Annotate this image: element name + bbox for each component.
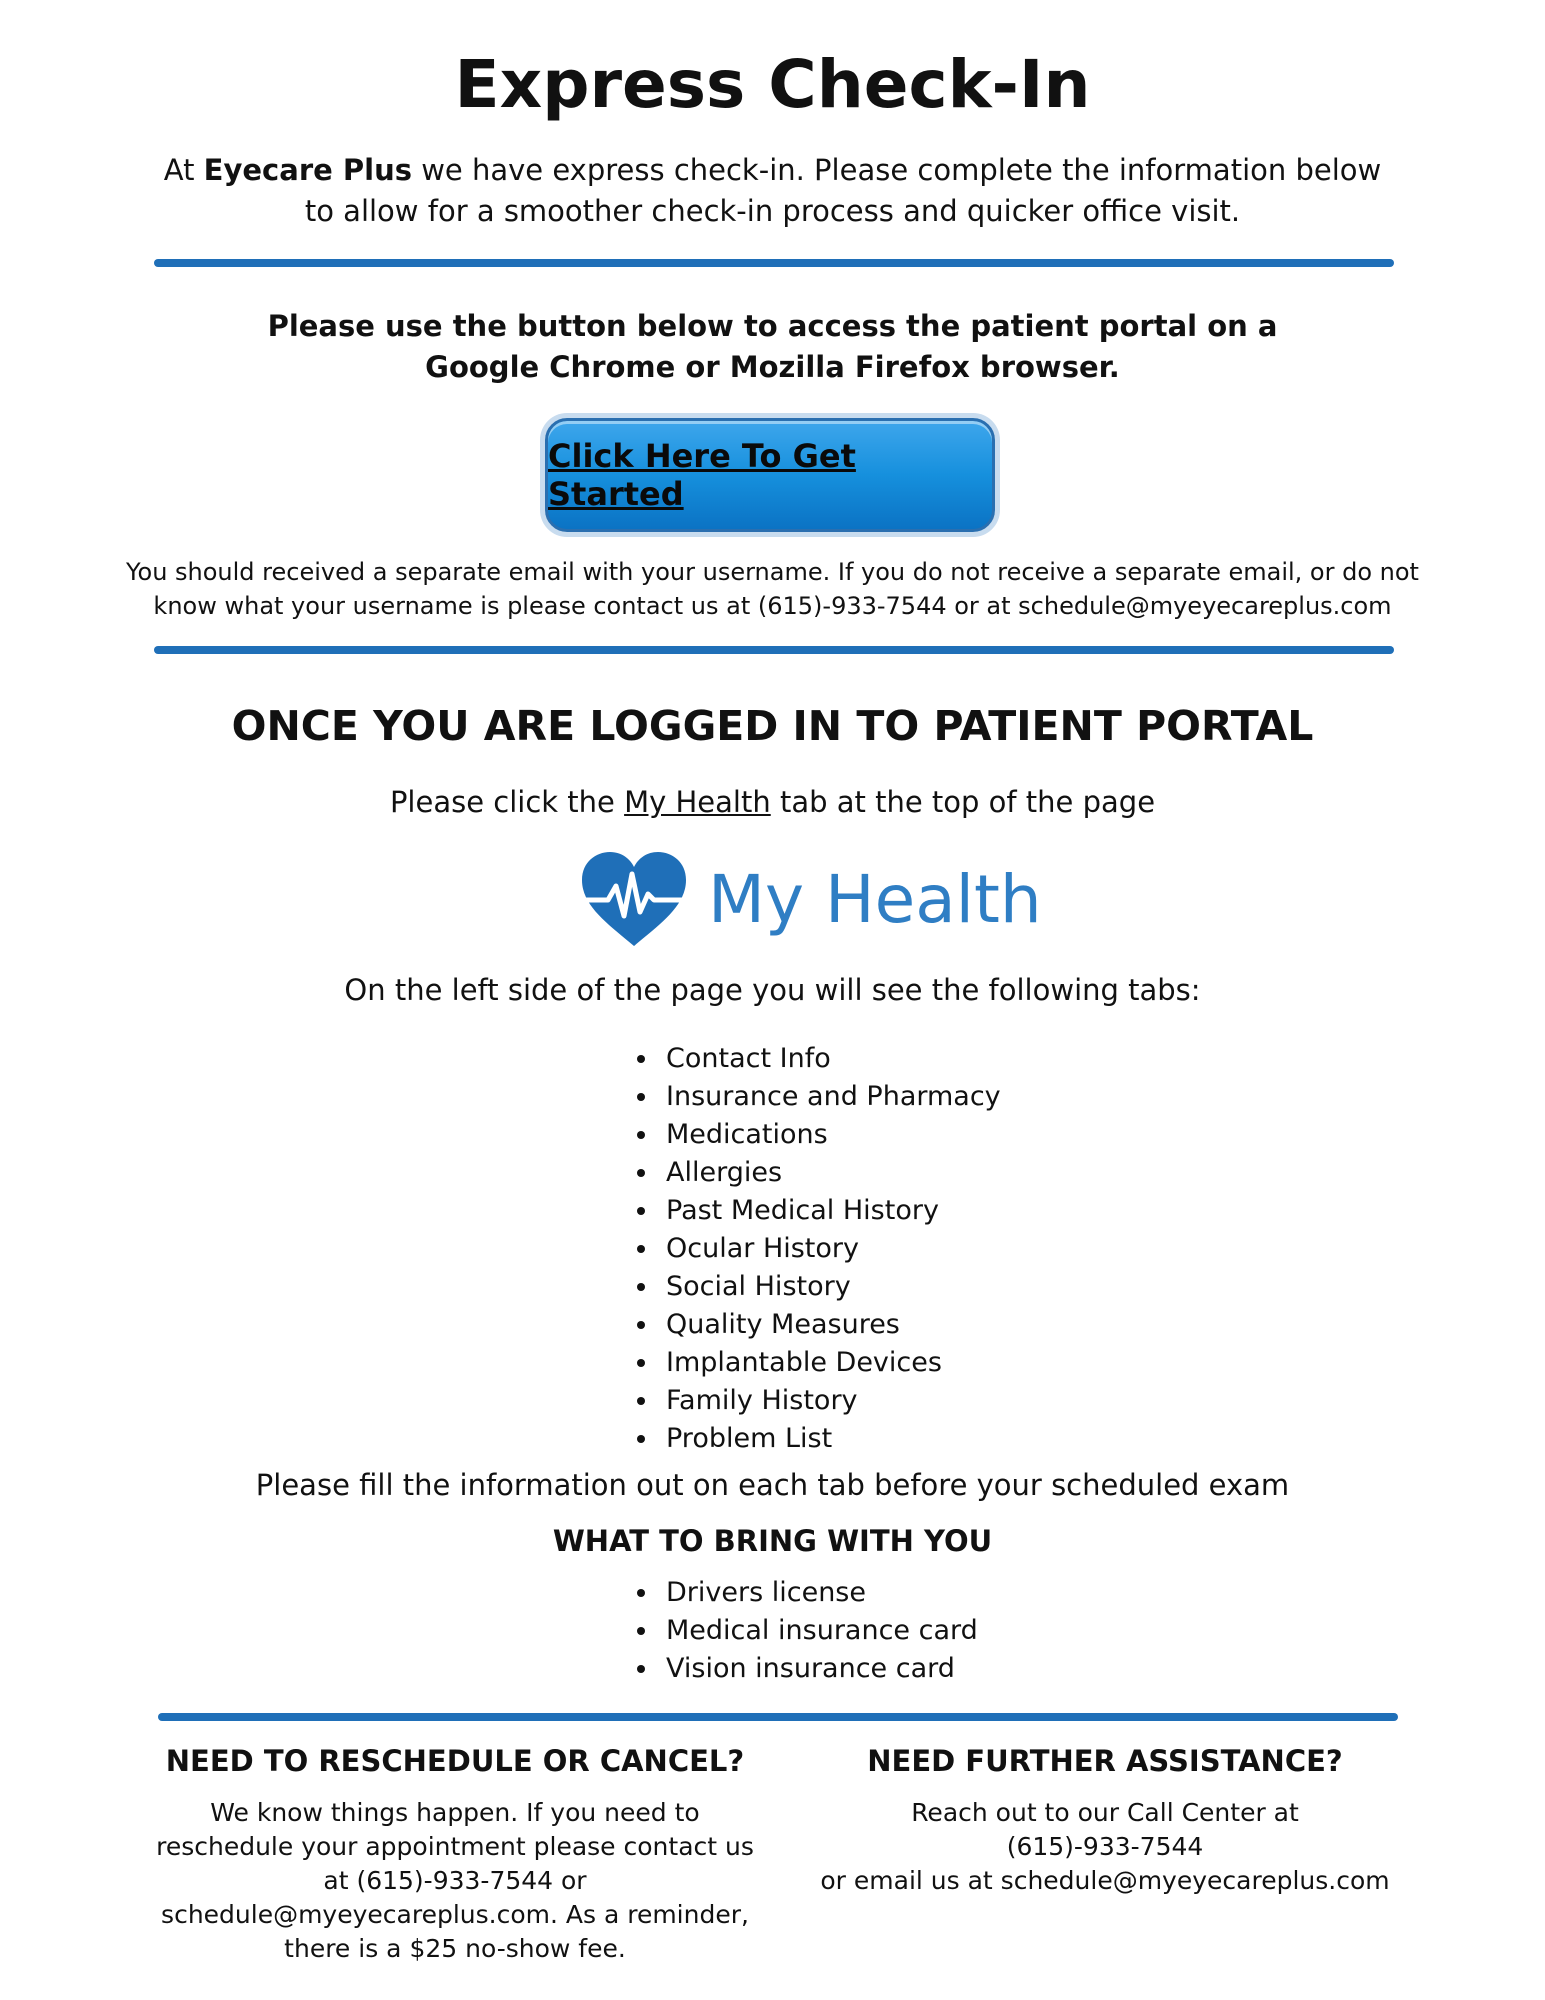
divider-1 <box>154 259 1394 267</box>
assistance-phone: (615)-933-7544 <box>1006 1832 1204 1861</box>
list-item: • Quality Measures <box>660 1306 1001 1344</box>
logged-in-section-title: ONCE YOU ARE LOGGED IN TO PATIENT PORTAL <box>231 702 1314 750</box>
fill-tabs-note: Please fill the information out on each tab before your scheduled exam <box>255 1468 1290 1502</box>
click-tab-suffix: tab at the top of the page <box>770 785 1156 819</box>
list-item: • Problem List <box>660 1420 1001 1458</box>
list-item: • Allergies <box>660 1154 1001 1192</box>
divider-3 <box>158 1713 1398 1721</box>
my-health-link[interactable]: My Health <box>624 785 771 819</box>
list-item: • Social History <box>660 1268 1001 1306</box>
intro-suffix: we have express check-in. Please complete the information below to allow for a smoother check-in process and quicker office visit. <box>304 153 1382 228</box>
brand-name: Eyecare Plus <box>203 153 412 187</box>
list-item: • Past Medical History <box>660 1192 1001 1230</box>
my-health-logo-text: My Health <box>708 861 1042 938</box>
bring-section-title: WHAT TO BRING WITH YOU <box>552 1524 993 1558</box>
page-title: Express Check-In <box>454 46 1091 123</box>
list-item: • Contact Info <box>660 1040 1001 1078</box>
assistance-title: NEED FURTHER ASSISTANCE? <box>867 1744 1343 1778</box>
intro-text <box>160 150 1385 232</box>
assistance-line-1: Reach out to our Call Center at <box>911 1798 1299 1827</box>
list-item: • Drivers license <box>660 1574 978 1612</box>
assistance-text <box>820 1796 1390 1898</box>
intro-prefix: At <box>163 153 204 187</box>
list-item: • Implantable Devices <box>660 1344 1001 1382</box>
reschedule-text: We know things happen. If you need to reschedule your appointment please contact us at (615)-933-7544 or schedule@myeyecareplus.com. As a reminder, there is a $25 no-show fee. <box>156 1798 754 1963</box>
list-item: • Insurance and Pharmacy <box>660 1078 1001 1116</box>
my-health-logo <box>578 850 1042 956</box>
list-item: • Medical insurance card <box>660 1612 978 1650</box>
list-item: • Family History <box>660 1382 1001 1420</box>
portal-tabs-list <box>620 1040 1001 1458</box>
list-item: • Vision insurance card <box>660 1650 978 1688</box>
heart-pulse-icon <box>578 850 690 950</box>
click-tab-prefix: Please click the <box>389 785 625 819</box>
username-email-note: You should received a separate email with your username. If you do not receive a separate email, or do not know what your username is please contact us at (615)-933-7544 or at schedule@myeyecareplus.com <box>126 558 1419 620</box>
divider-2 <box>154 646 1394 654</box>
list-item: • Medications <box>660 1116 1001 1154</box>
assistance-email-line: or email us at schedule@myeyecareplus.com <box>820 1866 1390 1895</box>
get-started-button[interactable] <box>545 418 995 532</box>
portal-browser-note: Please use the button below to access the patient portal on a Google Chrome or Mozilla Firefox browser. <box>267 309 1278 384</box>
list-item: • Ocular History <box>660 1230 1001 1268</box>
get-started-button-label: Click Here To Get Started <box>548 437 856 513</box>
left-tabs-note: On the left side of the page you will see the following tabs: <box>344 973 1201 1007</box>
click-my-health-instruction <box>0 782 1545 822</box>
bring-items-list <box>620 1574 978 1688</box>
reschedule-title: NEED TO RESCHEDULE OR CANCEL? <box>165 1744 745 1778</box>
